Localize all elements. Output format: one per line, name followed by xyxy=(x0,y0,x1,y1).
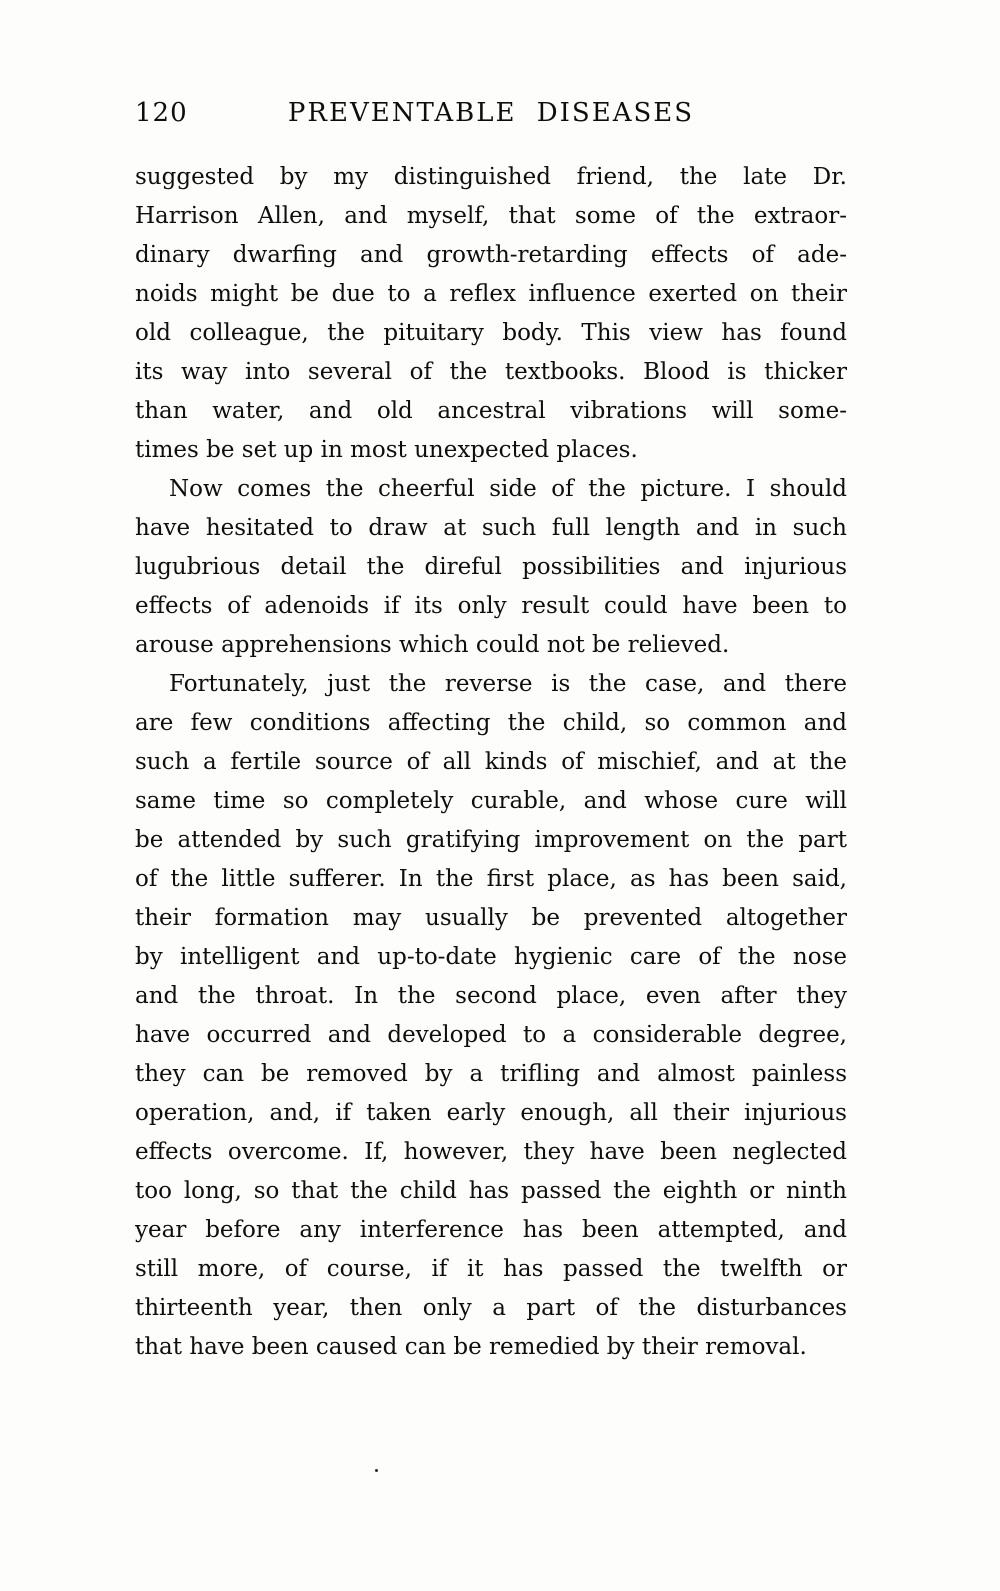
text-line: thirteenth year, then only a part of the disturbances xyxy=(135,1295,847,1321)
text-line: lugubrious detail the direful possibilities and injurious xyxy=(135,554,847,580)
text-line: they can be removed by a trifling and almost painless xyxy=(135,1061,847,1087)
text-line: of the little sufferer. In the first place, as has been said, xyxy=(135,866,847,892)
text-line: year before any interference has been attempted, and xyxy=(135,1217,847,1243)
text-line: effects overcome. If, however, they have been neglected xyxy=(135,1139,847,1165)
ink-speck xyxy=(375,1469,378,1472)
text-line: and the throat. In the second place, even after they xyxy=(135,983,847,1009)
text-line: their formation may usually be prevented altogether xyxy=(135,905,847,931)
text-line: Now comes the cheerful side of the picture. I should xyxy=(169,476,847,502)
text-line: than water, and old ancestral vibrations will some- xyxy=(135,398,847,424)
paragraph xyxy=(135,470,847,665)
text-line: arouse apprehensions which could not be relieved. xyxy=(135,632,730,658)
text-line: same time so completely curable, and whose cure will xyxy=(135,788,847,814)
text-line: be attended by such gratifying improvement on the part xyxy=(135,827,847,853)
text-line: that have been caused can be remedied by their removal. xyxy=(135,1334,807,1360)
page-title: PREVENTABLE DISEASES xyxy=(287,98,695,128)
text-line: effects of adenoids if its only result could have been to xyxy=(135,593,847,619)
running-header xyxy=(135,98,847,132)
text-line: Harrison Allen, and myself, that some of the extraor- xyxy=(135,203,847,229)
paragraph xyxy=(135,158,847,470)
text-line: by intelligent and up-to-date hygienic care of the nose xyxy=(135,944,847,970)
text-line: still more, of course, if it has passed the twelfth or xyxy=(135,1256,847,1282)
page-number: 120 xyxy=(135,98,188,128)
text-line: too long, so that the child has passed the eighth or ninth xyxy=(135,1178,847,1204)
text-line: noids might be due to a reflex influence exerted on their xyxy=(135,281,847,307)
paragraph xyxy=(135,665,847,1367)
text-line: have hesitated to draw at such full length and in such xyxy=(135,515,847,541)
text-line: such a fertile source of all kinds of mischief, and at the xyxy=(135,749,847,775)
text-line: Fortunately, just the reverse is the case, and there xyxy=(169,671,847,697)
text-line: suggested by my distinguished friend, the late Dr. xyxy=(135,164,847,190)
text-line: are few conditions affecting the child, so common and xyxy=(135,710,847,736)
text-line: its way into several of the textbooks. Blood is thicker xyxy=(135,359,847,385)
body-text xyxy=(135,158,847,1367)
text-line: old colleague, the pituitary body. This view has found xyxy=(135,320,847,346)
text-line: have occurred and developed to a considerable degree, xyxy=(135,1022,847,1048)
text-line: operation, and, if taken early enough, all their injurious xyxy=(135,1100,847,1126)
text-line: dinary dwarfing and growth-retarding effects of ade- xyxy=(135,242,847,268)
text-line: times be set up in most unexpected places. xyxy=(135,437,638,463)
